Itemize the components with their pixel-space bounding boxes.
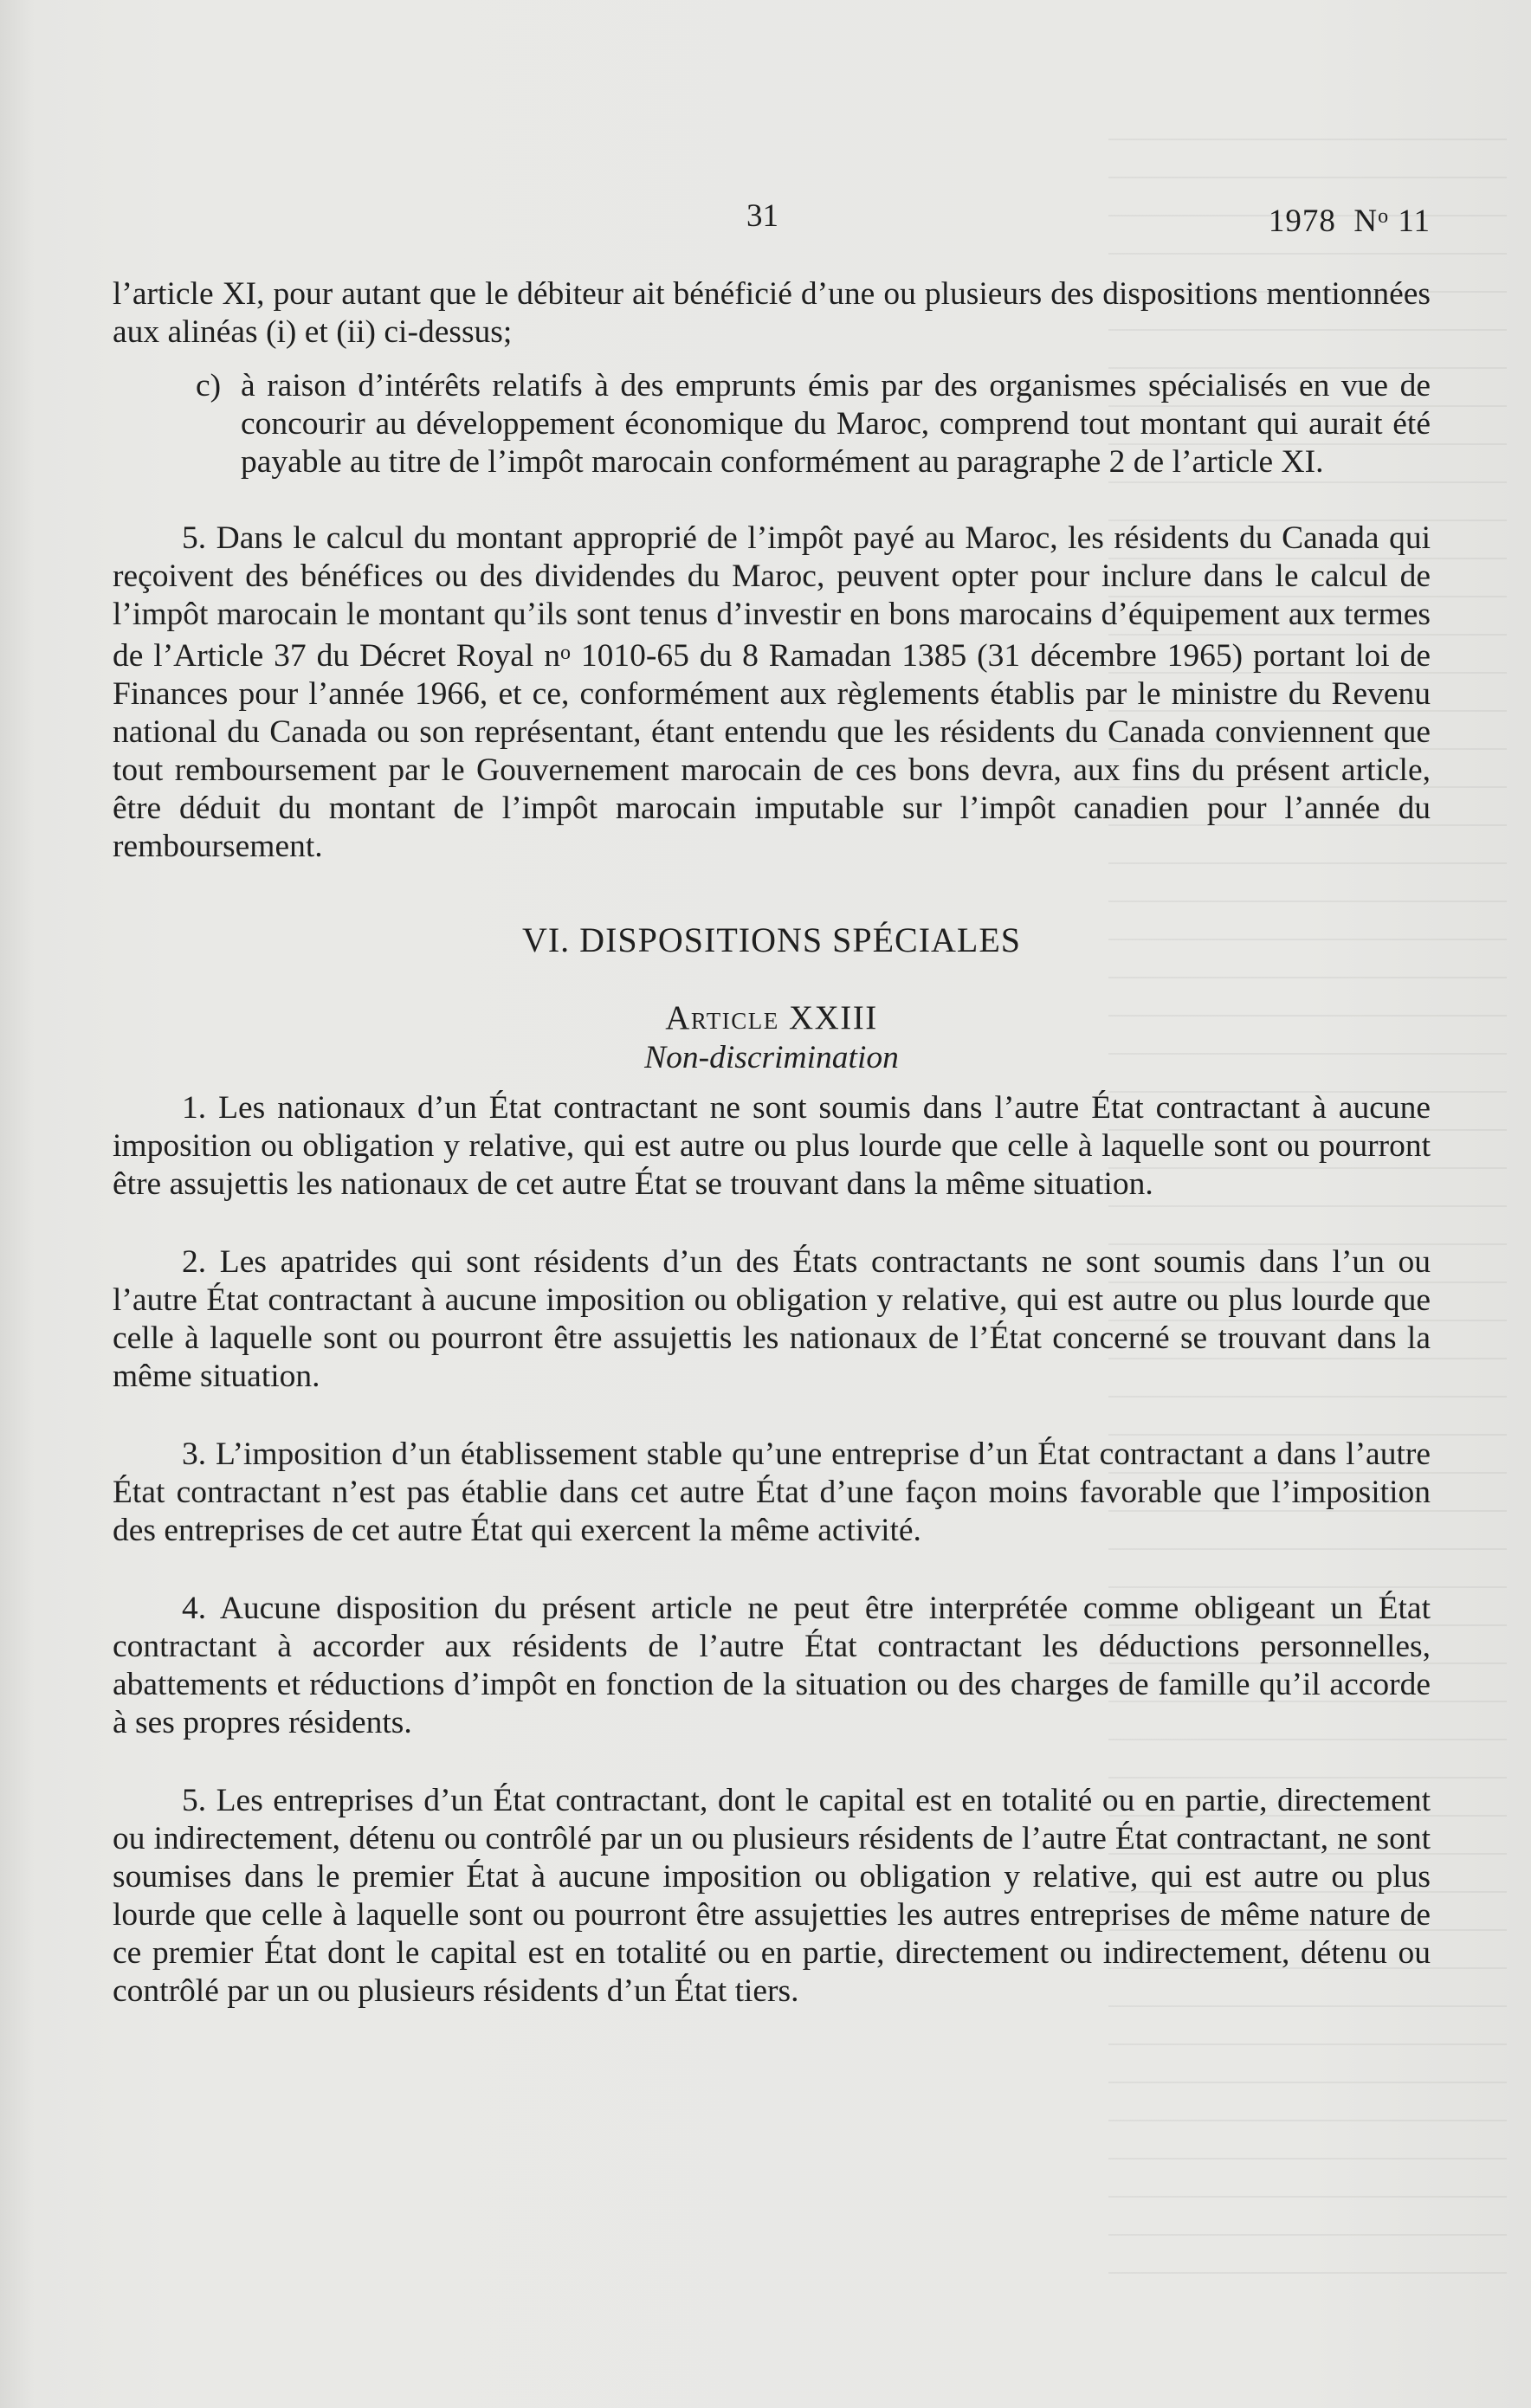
article-paragraph-1: 1. Les nationaux d’un État contractant ne sont soumis dans l’autre État contractant à aucune imposition ou obligation y relative, qui est autre ou plus lourde que celle à laquelle sont ou pourront être assujettis les nationaux de cet autre État se trouvant dans la même situation. <box>113 1090 1431 1202</box>
issue-number: 11 <box>1398 203 1431 239</box>
page-body <box>113 275 1431 2050</box>
article-paragraph-5: 5. Les entreprises d’un État contractant, dont le capital est en totalité ou en partie, directement ou indirectement, détenu ou contrôlé par un ou plusieurs résidents de l’autre État contractant, ne sont soumises dans le premier État à aucune imposition ou obligation y relative, qui est autre ou plus lourde que celle à laquelle sont ou pourront être assujetties les autres entreprises de même nature de ce premier État dont le capital est en totalité ou en partie, directement ou indirectement, détenu ou contrôlé par un ou plusieurs résidents d’un État tiers. <box>113 1783 1431 2009</box>
item-label: c) <box>196 368 222 403</box>
page-number: 31 <box>746 198 778 234</box>
paragraph-5-part2: 1010-65 du 8 Ramadan 1385 (31 décembre 1965) portant loi de Finances pour l’année 1966, et ce, conformément aux règlements établis par le ministre du Revenu national du Canada ou son représentant, étant entendu que les résidents du Canada conviennent que tout remboursement par le Gouvernement marocain de ces bons devra, aux fins du présent article, être déduit du montant de l’impôt marocain imputable sur l’impôt canadien pour l’année du remboursement. <box>113 638 1431 864</box>
article-title: Article XXIII <box>665 999 878 1036</box>
issue-prefix: N <box>1353 203 1379 239</box>
paragraph-5 <box>113 520 1431 866</box>
page-header <box>0 197 1531 249</box>
list-item-c <box>196 367 1431 481</box>
item-text: à raison d’intérêts relatifs à des emprunts émis par des organismes spécialisés en vue de concourir au développement économique du Maroc, comprend tout montant qui aurait été payable au titre de l’impôt marocain conformément au paragraphe 2 de l’article XI. <box>241 368 1431 480</box>
continuation-paragraph: l’article XI, pour autant que le débiteur ait bénéficié d’une ou plusieurs des dispositions mentionnées aux alinéas (i) et (ii) ci-dessus; <box>113 276 1431 350</box>
year: 1978 <box>1268 203 1336 239</box>
issue-sup: o <box>1378 205 1390 228</box>
article-subtitle: Non-discrimination <box>644 1040 899 1075</box>
article-paragraph-4: 4. Aucune disposition du présent article ne peut être interprétée comme obligeant un État contractant à accorder aux résidents de l’autre État contractant les déductions personnelles, abattements et réductions d’impôt en fonction de la situation ou des charges de famille qu’il accorde à ses propres résidents. <box>113 1591 1431 1740</box>
section-title: VI. DISPOSITIONS SPÉCIALES <box>521 920 1022 959</box>
article-paragraph-3: 3. L’imposition d’un établissement stable qu’une entreprise d’un État contractant a dans l’autre État contractant n’est pas établie dans cet autre État d’une façon moins favorable que l’imposition des entreprises de cet autre État qui exercent la même activité. <box>113 1436 1431 1548</box>
document-reference <box>1269 203 1431 240</box>
article-paragraph-2: 2. Les apatrides qui sont résidents d’un des États contractants ne sont soumis dans l’un ou l’autre État contractant à aucune imposition ou obligation y relative, qui est autre ou plus lourde que celle à laquelle sont ou pourront être assujettis les nationaux de l’État concerné se trouvant dans la même situation. <box>113 1244 1431 1394</box>
paragraph-5-sup: o <box>559 642 571 664</box>
paragraph-5-part1: 5. Dans le calcul du montant approprié de l’impôt payé au Maroc, les résidents du Canada qui reçoivent des bénéfices ou des dividendes du Maroc, peuvent opter pour inclure dans le calcul de l’impôt marocain le montant qu’ils sont tenus d’investir en bons marocains d’équipement aux termes de l’Article 37 du Décret Royal n <box>113 520 1431 674</box>
